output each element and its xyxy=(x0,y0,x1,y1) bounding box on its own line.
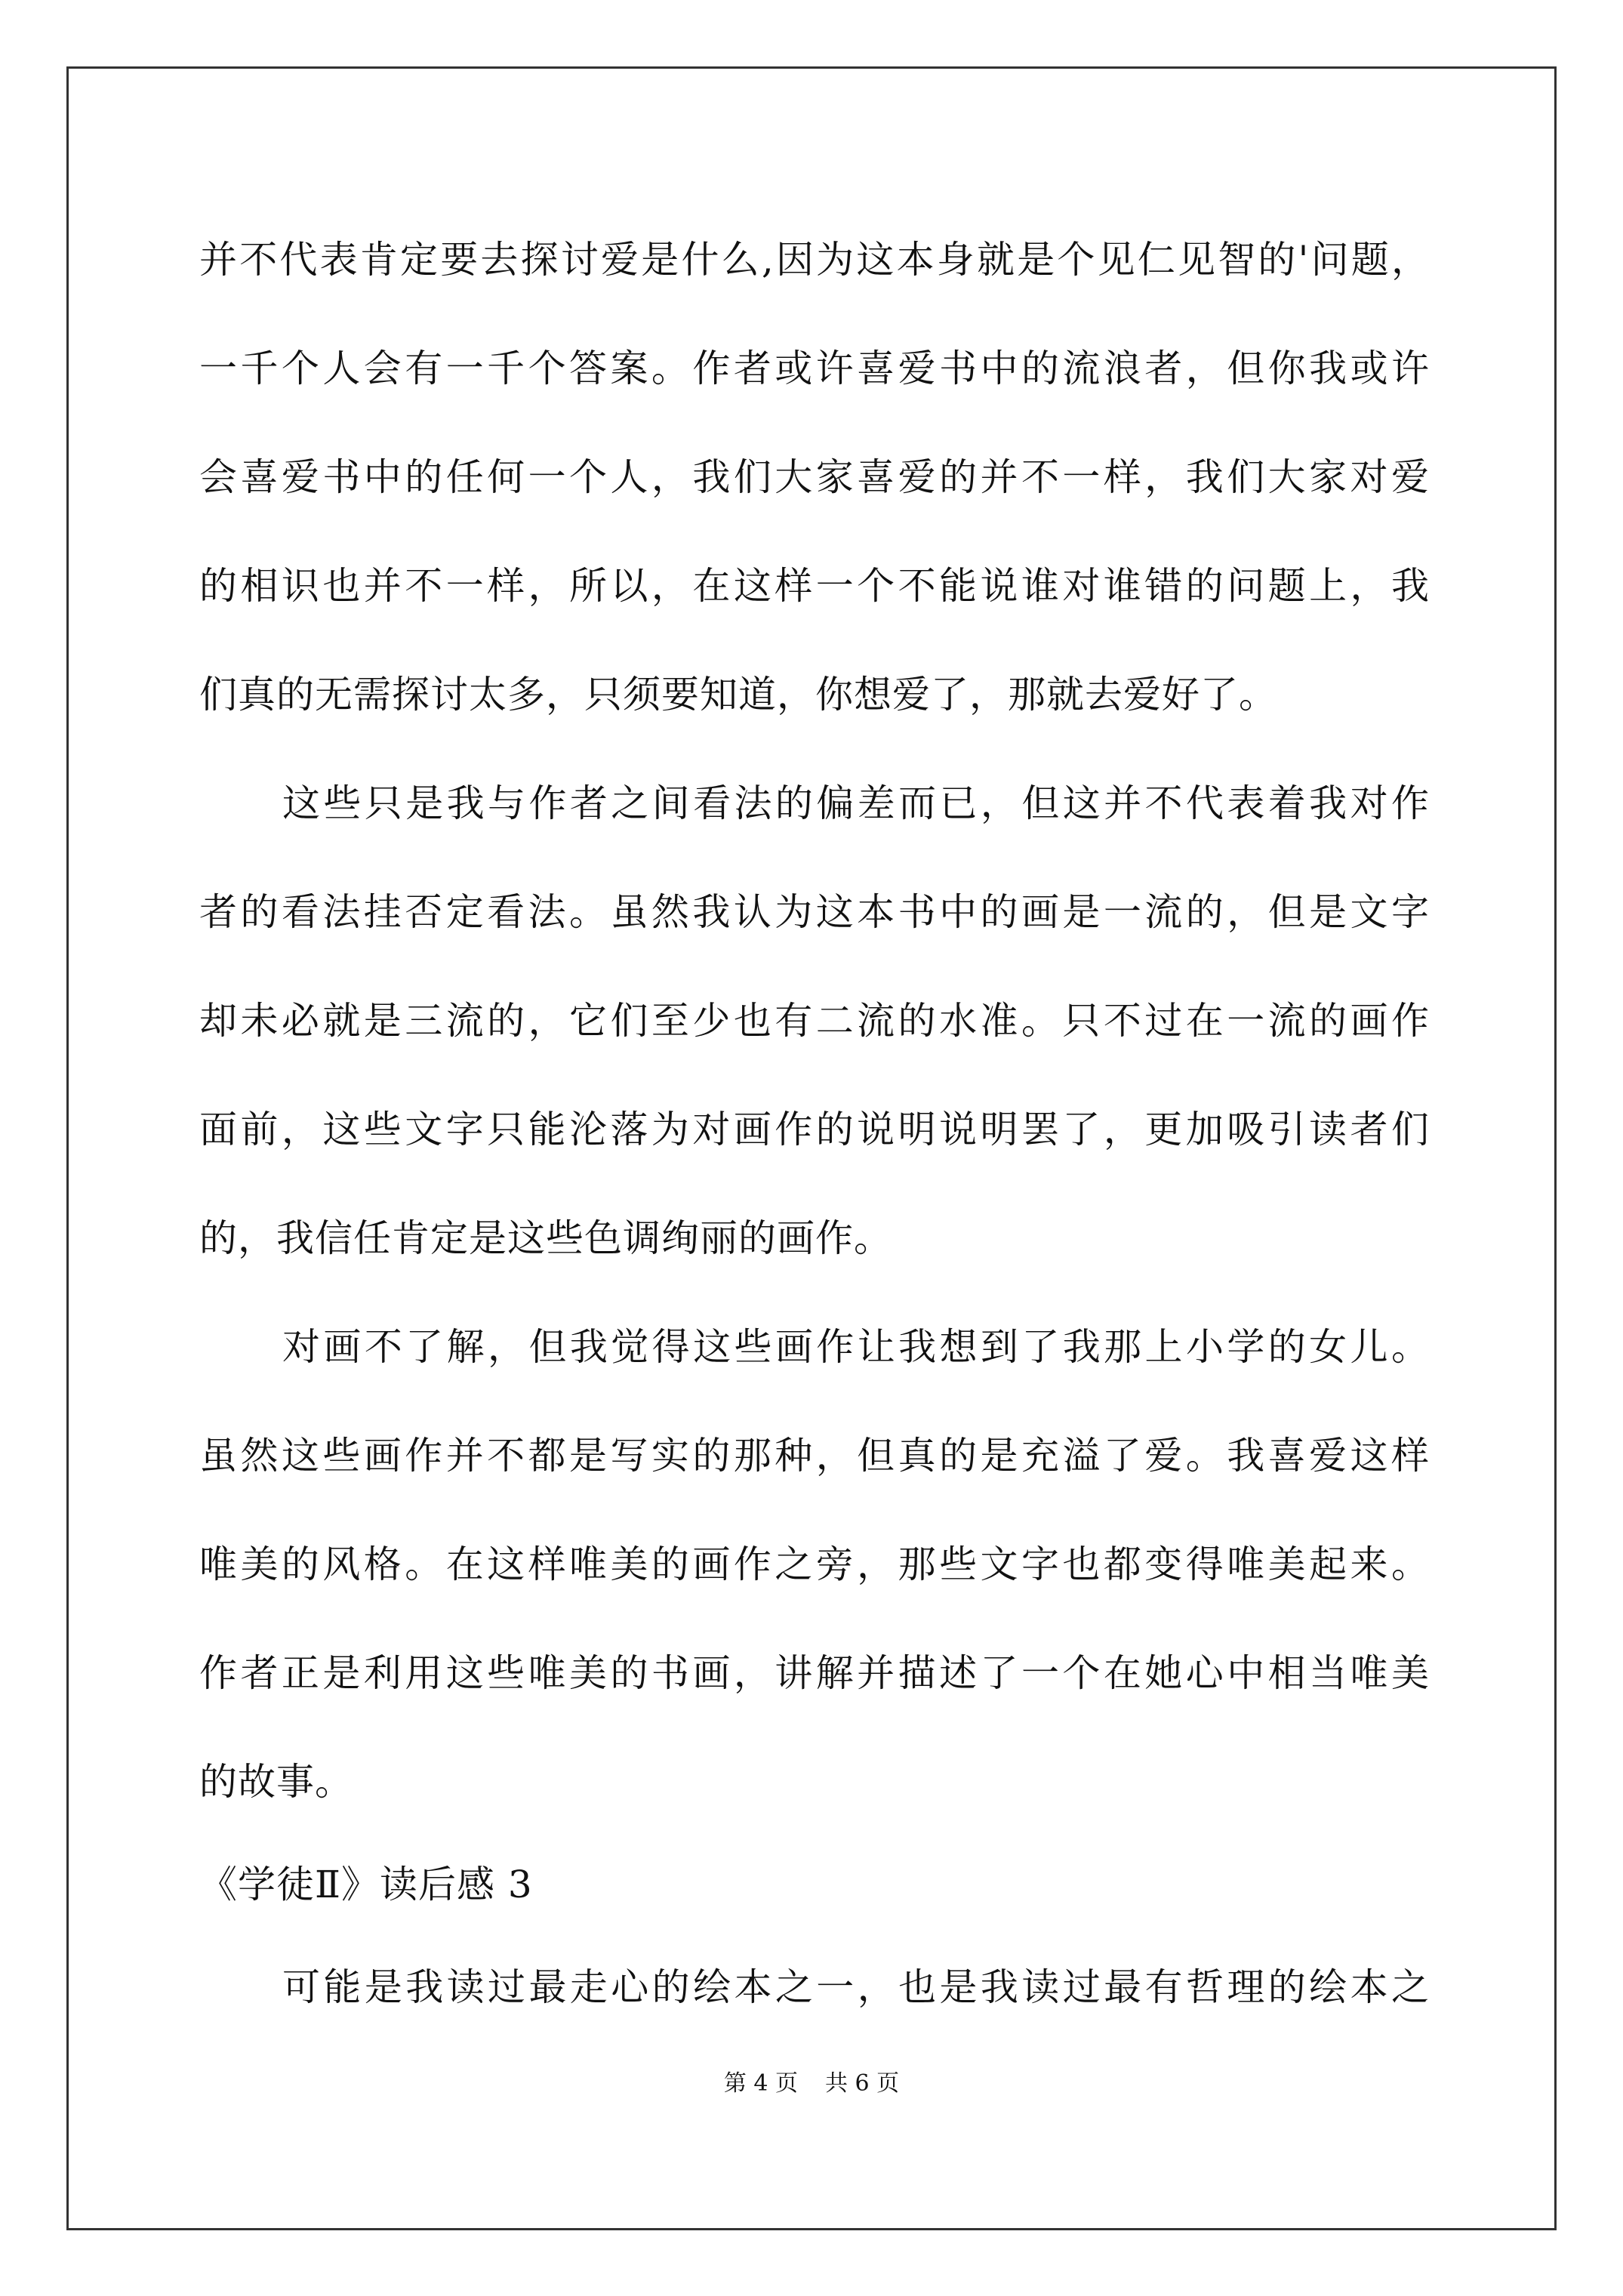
body-text-line: 并不代表肯定要去探讨爱是什么,因为这本身就是个见仁见智的'问题， xyxy=(199,238,1430,282)
page-footer xyxy=(0,2069,1623,2099)
page-total: 共 6 页 xyxy=(825,2070,900,2097)
body-text-line: 一千个人会有一千个答案。作者或许喜爱书中的流浪者，但你我或许 xyxy=(199,347,1430,390)
body-text-line: 们真的无需探讨太多，只须要知道，你想爱了，那就去爱好了。 xyxy=(199,673,1277,717)
body-text-line: 面前，这些文字只能沦落为对画作的说明说明罢了，更加吸引读者们 xyxy=(199,1108,1430,1151)
body-text-line: 者的看法挂否定看法。虽然我认为这本书中的画是一流的，但是文字 xyxy=(199,890,1430,934)
paragraph-first-line: 对画不了解，但我觉得这些画作让我想到了我那上小学的女儿。 xyxy=(282,1325,1430,1369)
body-text-line: 却未必就是三流的，它们至少也有二流的水准。只不过在一流的画作 xyxy=(199,999,1430,1043)
body-text-line: 的，我信任肯定是这些色调绚丽的画作。 xyxy=(199,1216,892,1260)
body-text-line: 会喜爱书中的任何一个人，我们大家喜爱的并不一样，我们大家对爱 xyxy=(199,455,1430,499)
body-text-line: 作者正是利用这些唯美的书画，讲解并描述了一个在她心中相当唯美 xyxy=(199,1651,1430,1695)
paragraph-first-line: 这些只是我与作者之间看法的偏差而已，但这并不代表着我对作 xyxy=(282,781,1430,825)
paragraph-first-line: 可能是我读过最走心的绘本之一，也是我读过最有哲理的绘本之 xyxy=(282,1965,1430,2009)
body-text-line: 唯美的风格。在这样唯美的画作之旁，那些文字也都变得唯美起来。 xyxy=(199,1542,1430,1586)
page-number: 第 4 页 xyxy=(723,2070,798,2097)
body-text-line: 的故事。 xyxy=(199,1760,353,1804)
body-text-line: 虽然这些画作并不都是写实的那种，但真的是充溢了爱。我喜爱这样 xyxy=(199,1434,1430,1478)
body-text-line: 的相识也并不一样，所以，在这样一个不能说谁对谁错的问题上，我 xyxy=(199,564,1430,608)
section-heading: 《学徒Ⅱ》读后感 3 xyxy=(199,1863,533,1906)
